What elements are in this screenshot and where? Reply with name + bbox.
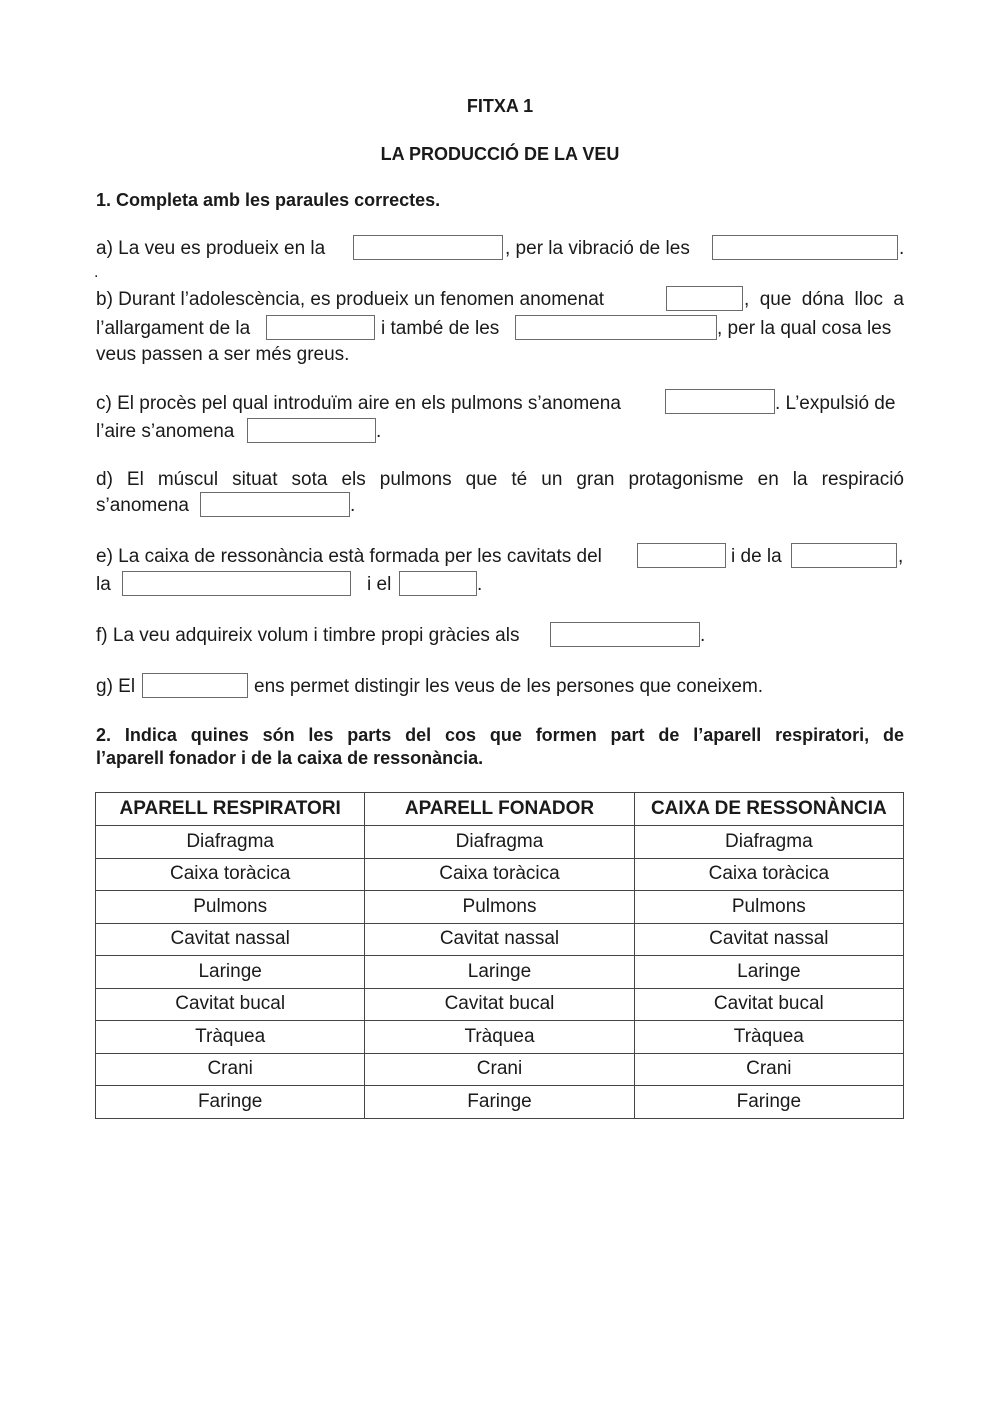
q1b-answer-2-input[interactable] — [266, 315, 375, 340]
table-cell-option[interactable]: Laringe — [634, 956, 903, 989]
q1a-text-3: . — [899, 238, 905, 259]
table-cell-option[interactable]: Crani — [634, 1053, 903, 1086]
q1g-answer-input[interactable] — [142, 673, 248, 698]
q1c-text-4: . — [376, 421, 382, 442]
q1c-text-1: c) El procès pel qual introduïm aire en els pulmons s’anomena — [96, 393, 621, 414]
table-cell-option[interactable]: Crani — [365, 1053, 634, 1086]
table-cell-option[interactable]: Cavitat bucal — [96, 988, 365, 1021]
q1e-text-4: la — [96, 574, 111, 595]
body-parts-table — [95, 792, 904, 1119]
q1e-text-2: i de la — [731, 546, 782, 567]
q1d-text-1: d) El múscul situat sota els pulmons que té un gran protagonisme en la respiració — [96, 469, 904, 490]
q1b-text-5: , per la qual cosa les — [717, 318, 892, 339]
q1f-text-2: . — [700, 625, 706, 646]
table-row — [96, 988, 904, 1021]
table-cell-option[interactable]: Cavitat nassal — [634, 923, 903, 956]
table-cell-option[interactable]: Pulmons — [634, 891, 903, 924]
table-cell-option[interactable]: Diafragma — [365, 826, 634, 859]
table-cell-option[interactable]: Caixa toràcica — [96, 858, 365, 891]
q1c-text-3: l’aire s’anomena — [96, 421, 235, 442]
table-row — [96, 1021, 904, 1054]
table-cell-option[interactable]: Tràquea — [96, 1021, 365, 1054]
q1c-answer-1-input[interactable] — [665, 389, 775, 414]
table-row — [96, 956, 904, 989]
table-cell-option[interactable]: Diafragma — [96, 826, 365, 859]
q1g-text-1: g) El — [96, 676, 136, 697]
q1f-text-1: f) La veu adquireix volum i timbre propi gràcies als — [96, 625, 520, 646]
table-cell-option[interactable]: Cavitat nassal — [96, 923, 365, 956]
table-cell-option[interactable]: Cavitat bucal — [365, 988, 634, 1021]
q1d-text-3: . — [350, 495, 356, 516]
q1b-text-1: b) Durant l’adolescència, es produeix un fenomen anomenat — [96, 289, 605, 310]
table-header-cell: APARELL FONADOR — [365, 793, 634, 826]
q1e-text-1: e) La caixa de ressonància està formada per les cavitats del — [96, 546, 602, 567]
table-cell-option[interactable]: Cavitat nassal — [365, 923, 634, 956]
table-cell-option[interactable]: Laringe — [96, 956, 365, 989]
table-cell-option[interactable]: Laringe — [365, 956, 634, 989]
table-cell-option[interactable]: Diafragma — [634, 826, 903, 859]
q1a-stray-dot: . — [94, 264, 99, 281]
q1a-answer-2-input[interactable] — [712, 235, 898, 260]
question-1-heading: 1. Completa amb les paraules correctes. — [96, 190, 441, 210]
q1b-answer-3-input[interactable] — [515, 315, 717, 340]
q1c-answer-2-input[interactable] — [247, 418, 376, 443]
q1e-answer-4-input[interactable] — [399, 571, 477, 596]
q1e-text-5: i el — [367, 574, 392, 595]
table-row — [96, 826, 904, 859]
table-cell-option[interactable]: Pulmons — [365, 891, 634, 924]
table-cell-option[interactable]: Faringe — [634, 1086, 903, 1119]
q1g-text-2: ens permet distingir les veus de les persones que coneixem. — [254, 676, 764, 697]
question-2-heading-line-1: 2. Indica quines són les parts del cos que formen part de l’aparell respiratori, de — [96, 725, 904, 745]
q1e-answer-1-input[interactable] — [637, 543, 726, 568]
table-cell-option[interactable]: Faringe — [96, 1086, 365, 1119]
question-2-heading-line-2: l’aparell fonador i de la caixa de ressonància. — [96, 748, 484, 768]
q1e-text-6: . — [477, 574, 483, 595]
table-header-cell: APARELL RESPIRATORI — [96, 793, 365, 826]
q1b-answer-1-input[interactable] — [666, 286, 743, 311]
table-row — [96, 1053, 904, 1086]
table-row — [96, 923, 904, 956]
table-row — [96, 891, 904, 924]
table-cell-option[interactable]: Crani — [96, 1053, 365, 1086]
q1e-answer-2-input[interactable] — [791, 543, 897, 568]
table-cell-option[interactable]: Tràquea — [365, 1021, 634, 1054]
table-row — [96, 858, 904, 891]
q1a-answer-1-input[interactable] — [353, 235, 503, 260]
q1b-text-3: l’allargament de la — [96, 318, 251, 339]
q1e-text-3: , — [898, 546, 904, 567]
q1a-text-2: , per la vibració de les — [505, 238, 690, 259]
q1d-answer-input[interactable] — [200, 492, 350, 517]
table-cell-option[interactable]: Caixa toràcica — [634, 858, 903, 891]
table-cell-option[interactable]: Cavitat bucal — [634, 988, 903, 1021]
page-title: FITXA 1 — [466, 96, 534, 116]
table-row — [96, 1086, 904, 1119]
q1e-answer-3-input[interactable] — [122, 571, 351, 596]
q1b-text-6: veus passen a ser més greus. — [96, 344, 350, 365]
table-cell-option[interactable]: Pulmons — [96, 891, 365, 924]
q1c-text-2: . L’expulsió de — [775, 393, 896, 414]
q1b-text-4: i també de les — [381, 318, 500, 339]
q1f-answer-input[interactable] — [550, 622, 700, 647]
table-cell-option[interactable]: Caixa toràcica — [365, 858, 634, 891]
table-header-row — [96, 793, 904, 826]
q1a-text-1: a) La veu es produeix en la — [96, 238, 326, 259]
q1b-text-2: , que dóna lloc a — [744, 289, 904, 310]
q1d-text-2: s’anomena — [96, 495, 189, 516]
table-cell-option[interactable]: Tràquea — [634, 1021, 903, 1054]
page-subtitle: LA PRODUCCIÓ DE LA VEU — [380, 144, 620, 164]
table-header-cell: CAIXA DE RESSONÀNCIA — [634, 793, 903, 826]
table-cell-option[interactable]: Faringe — [365, 1086, 634, 1119]
